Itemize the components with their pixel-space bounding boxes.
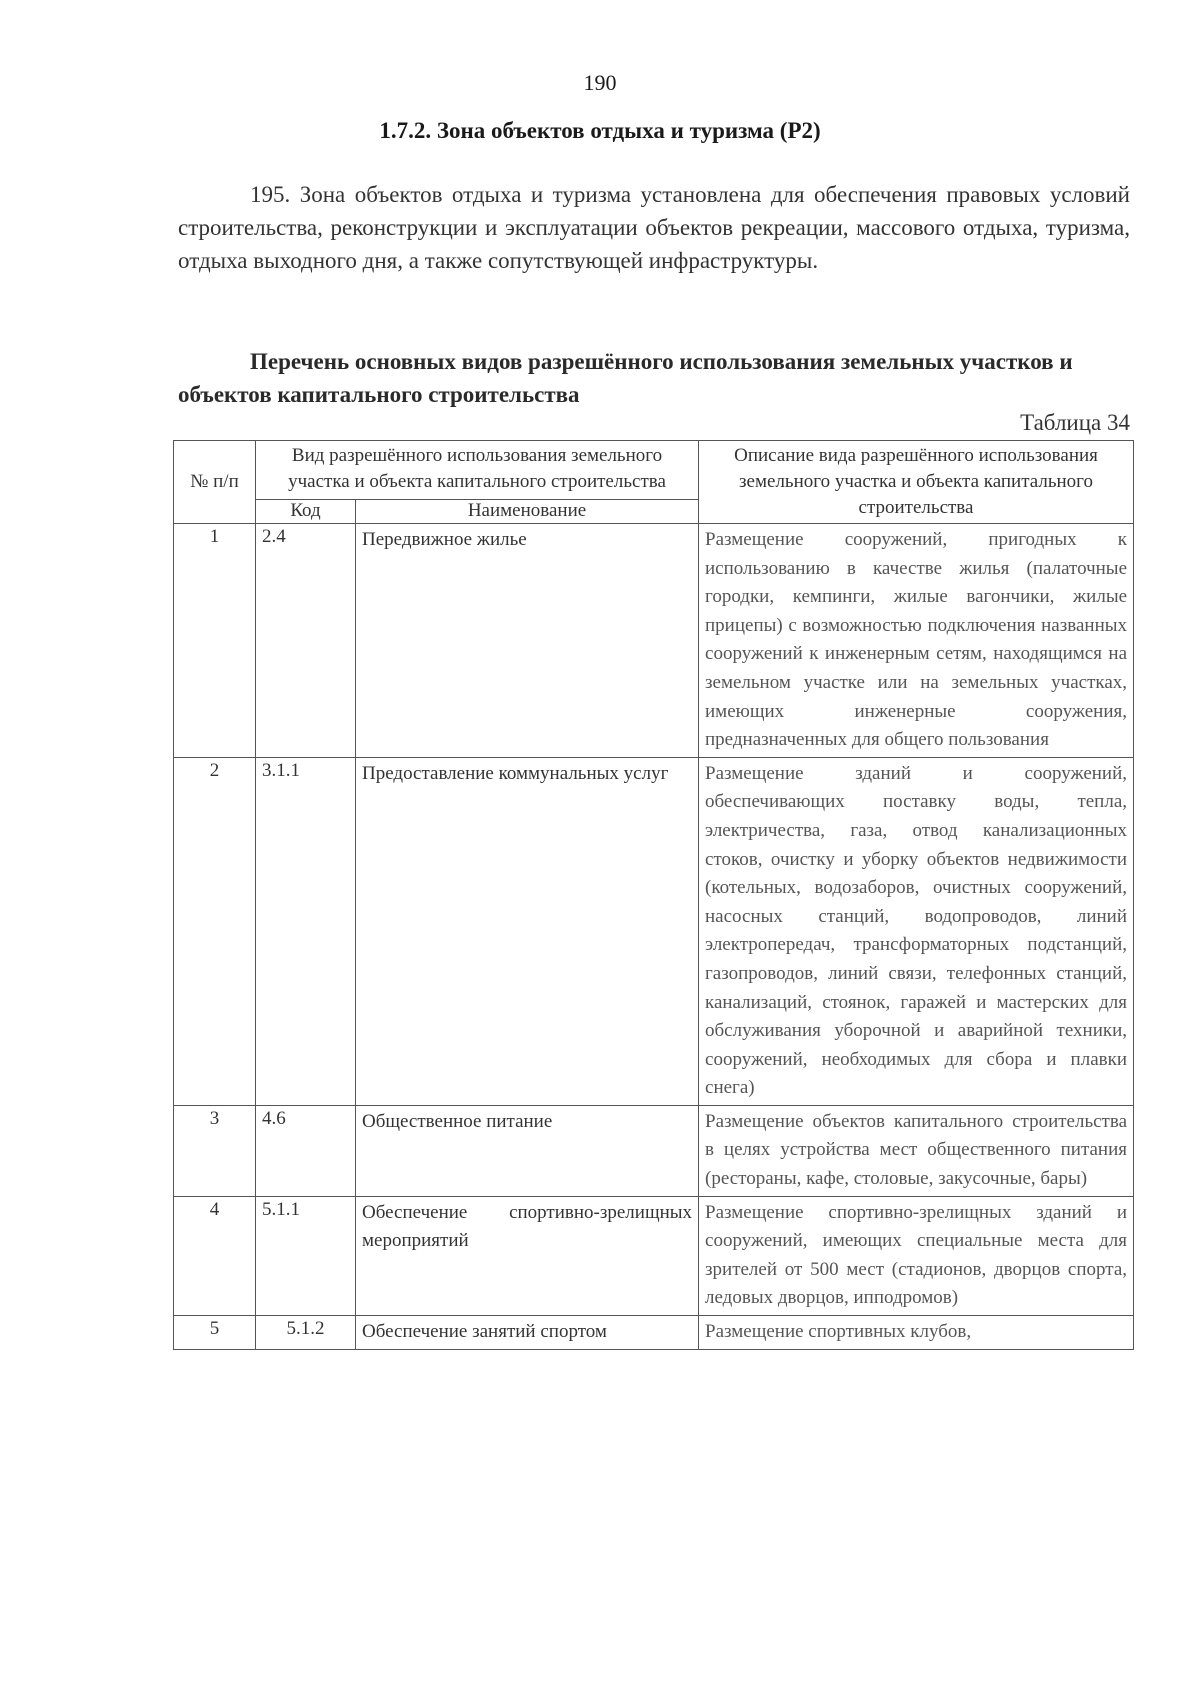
row-name: Общественное питание [356, 1105, 699, 1196]
table-row [174, 1316, 1134, 1350]
section-heading: 1.7.2. Зона объектов отдыха и туризма (Р2) [379, 118, 821, 143]
row-name: Передвижное жилье [356, 524, 699, 758]
row-num: 1 [174, 524, 256, 758]
row-num: 2 [174, 757, 256, 1105]
table-row [174, 757, 1134, 1105]
row-description: Размещение сооружений, пригодных к использованию в качестве жилья (палаточные городки, кемпинги, жилые вагончики, жилые прицепы) с возможностью подключения названных сооружений к инженерным сетям, находящимся на земельном участке или на земельных участках, имеющих инженерные сооружения, предназначенных для общего пользования [699, 524, 1134, 758]
row-num: 4 [174, 1196, 256, 1315]
row-name: Обеспечение спортивно-зрелищных мероприятий [356, 1196, 699, 1315]
row-code: 5.1.1 [256, 1196, 356, 1315]
row-description: Размещение зданий и сооружений, обеспечивающих поставку воды, тепла, электричества, газа, отвод канализационных стоков, очистку и уборку объектов недвижимости (котельных, водозаборов, очистных сооружений, насосных станций, водопроводов, линий электропередач, трансформаторных подстанций, газопроводов, линий связи, телефонных станций, канализаций, стоянок, гаражей и мастерских для обслуживания уборочной и аварийной техники, сооружений, необходимых для сбора и плавки снега) [699, 757, 1134, 1105]
table-row [174, 524, 1134, 758]
row-description: Размещение спортивно-зрелищных зданий и сооружений, имеющих специальные места для зрителей от 500 мест (стадионов, дворцов спорта, ледовых дворцов, ипподромов) [699, 1196, 1134, 1315]
header-kind: Вид разрешённого использования земельного участка и объекта капитального строительства [256, 441, 699, 500]
row-code: 2.4 [256, 524, 356, 758]
table-heading: Перечень основных видов разрешённого использования земельных участков и объектов капитального строительства [178, 349, 1073, 407]
page-number: 190 [583, 70, 617, 95]
row-code: 3.1.1 [256, 757, 356, 1105]
table-caption: Таблица 34 [1020, 410, 1130, 435]
header-num: № п/п [174, 441, 256, 524]
table-row [174, 1196, 1134, 1315]
row-num: 5 [174, 1316, 256, 1350]
row-num: 3 [174, 1105, 256, 1196]
row-code: 5.1.2 [256, 1316, 356, 1350]
table-header-row [174, 441, 1134, 500]
row-name: Обеспечение занятий спортом [356, 1316, 699, 1350]
header-name: Наименование [356, 500, 699, 524]
header-code: Код [256, 500, 356, 524]
row-name: Предоставление коммунальных услуг [356, 757, 699, 1105]
table-row [174, 1105, 1134, 1196]
permitted-use-table [173, 440, 1134, 1350]
row-code: 4.6 [256, 1105, 356, 1196]
header-description: Описание вида разрешённого использования земельного участка и объекта капитального строительства [699, 441, 1134, 524]
row-description: Размещение объектов капитального строительства в целях устройства мест общественного питания (рестораны, кафе, столовые, закусочные, бары) [699, 1105, 1134, 1196]
zone-description-paragraph: 195. Зона объектов отдыха и туризма установлена для обеспечения правовых условий строительства, реконструкции и эксплуатации объектов рекреации, массового отдыха, туризма, отдыха выходного дня, а также сопутствующей инфраструктуры. [178, 182, 1130, 273]
row-description: Размещение спортивных клубов, [699, 1316, 1134, 1350]
